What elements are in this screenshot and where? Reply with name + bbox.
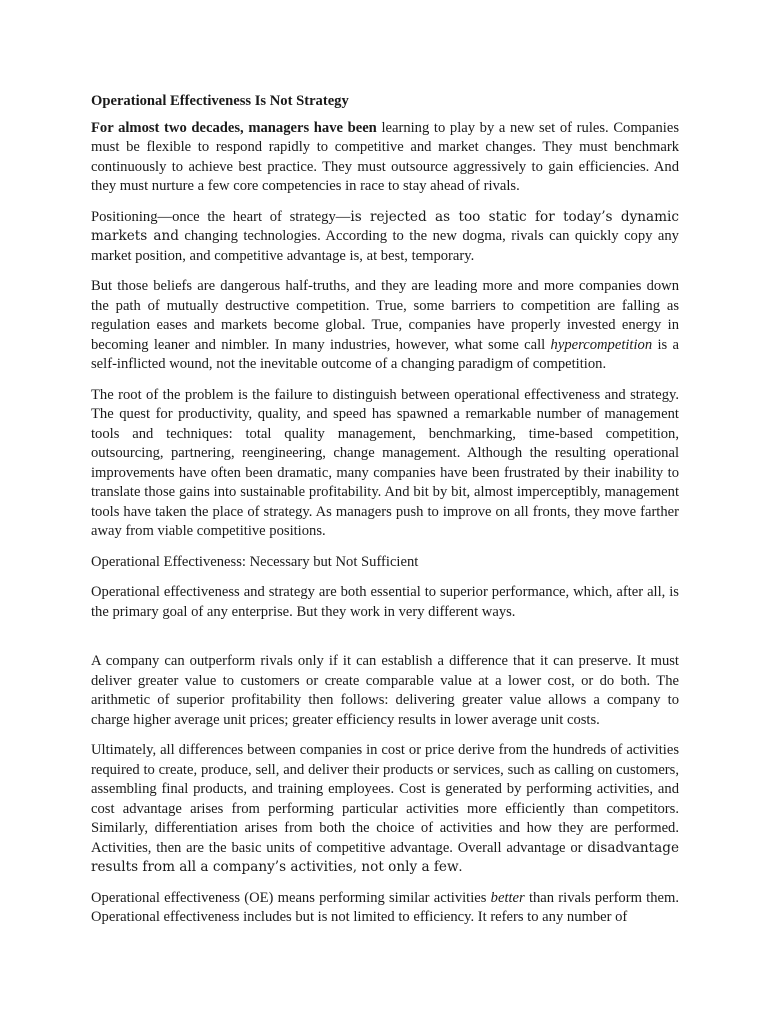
paragraph-7-text-c: .	[458, 859, 463, 875]
paragraph-3	[91, 277, 679, 375]
document-title: Operational Effectiveness Is Not Strategy	[91, 93, 349, 109]
paragraph-3-text-a: But those beliefs are dangerous half-truths, and they are leading more and more companies down the path of mutually destructive competition. True, some barriers to competition are falling as regulation eases and markets become global. True, companies have properly invested energy in becoming leaner and nimbler. In many industries, however, what some call	[91, 278, 679, 353]
paragraph-1	[91, 119, 679, 197]
paragraph-7-text-a: Ultimately, all differences between companies in cost or price derive from the hundreds of activities required to create, produce, sell, and deliver their products or services, such as calling on customers, assembling final products, and training employees. Cost is generated by performing activities, and cost advantage arises from performing particular activities more efficiently than competitors. Similarly, differentiation arises from both the choice of activities and how they are performed. Activities, then are the basic units of competitive advantage. Overall advantage or	[91, 742, 679, 856]
paragraph-7	[91, 741, 679, 878]
paragraph-8-text-a: Operational effectiveness (OE) means performing similar activities	[91, 889, 491, 906]
paragraph-3-text-b: is a self-inflicted wound, not the inevitable outcome of a changing paradigm of competition.	[91, 336, 679, 372]
paragraph-3-emphasis: hypercompetition	[550, 336, 653, 353]
paragraph-4: The root of the problem is the failure to distinguish between operational effectiveness and strategy. The quest for productivity, quality, and speed has spawned a remarkable number of management tools and techniques: total quality management, benchmarking, time-based competition, outsourcing, partnering, reengineering, change management. Although the resulting operational improvements have often been dramatic, many companies have been frustrated by their inability to translate those gains into sustainable profitability. And bit by bit, almost imperceptibly, management tools have taken the place of strategy. As managers push to improve on all fronts, they move farther away from viable competitive positions.	[91, 386, 679, 539]
paragraph-8-emphasis: better	[490, 889, 525, 906]
paragraph-7-text-b: disadvantage results from all a company’s activities, not only a few	[91, 839, 679, 875]
paragraph-5: Operational effectiveness and strategy are both essential to superior performance, which, after all, is the primary goal of any enterprise. But they work in very different ways.	[91, 584, 679, 620]
paragraph-6: A company can outperform rivals only if it can establish a difference that it can preserve. It must deliver greater value to customers or create comparable value at a lower cost, or do both. The arithmetic of superior profitability then follows: delivering greater value allows a company to charge higher average unit prices; greater efficiency results in lower average unit costs.	[91, 653, 679, 728]
paragraph-2-text-b: is rejected as too static for today’s dynamic markets and	[91, 208, 679, 244]
section-subheading: Operational Effectiveness: Necessary but Not Sufficient	[91, 553, 419, 570]
paragraph-2	[91, 208, 679, 267]
document-body	[91, 92, 679, 939]
paragraph-8-text-b: than rivals perform them. Operational effectiveness includes but is not limited to efficiency. It refers to any number of	[91, 889, 679, 925]
paragraph-1-text: learning to play by a new set of rules. Companies must be flexible to respond rapidly to competitive and market changes. They must benchmark continuously to achieve best practice. They must outsource aggressively to gain efficiencies. And they must nurture a few core competencies in race to stay ahead of rivals.	[91, 119, 679, 194]
paragraph-8	[91, 889, 679, 928]
paragraph-1-lead: For almost two decades, managers have been	[91, 119, 377, 136]
paragraph-2-text-a: Positioning—once the heart of strategy—	[91, 208, 351, 225]
blank-line	[91, 633, 679, 652]
paragraph-2-text-c: changing technologies. According to the new dogma, rivals can quickly copy any market position, and competitive advantage is, at best, temporary.	[91, 228, 679, 264]
